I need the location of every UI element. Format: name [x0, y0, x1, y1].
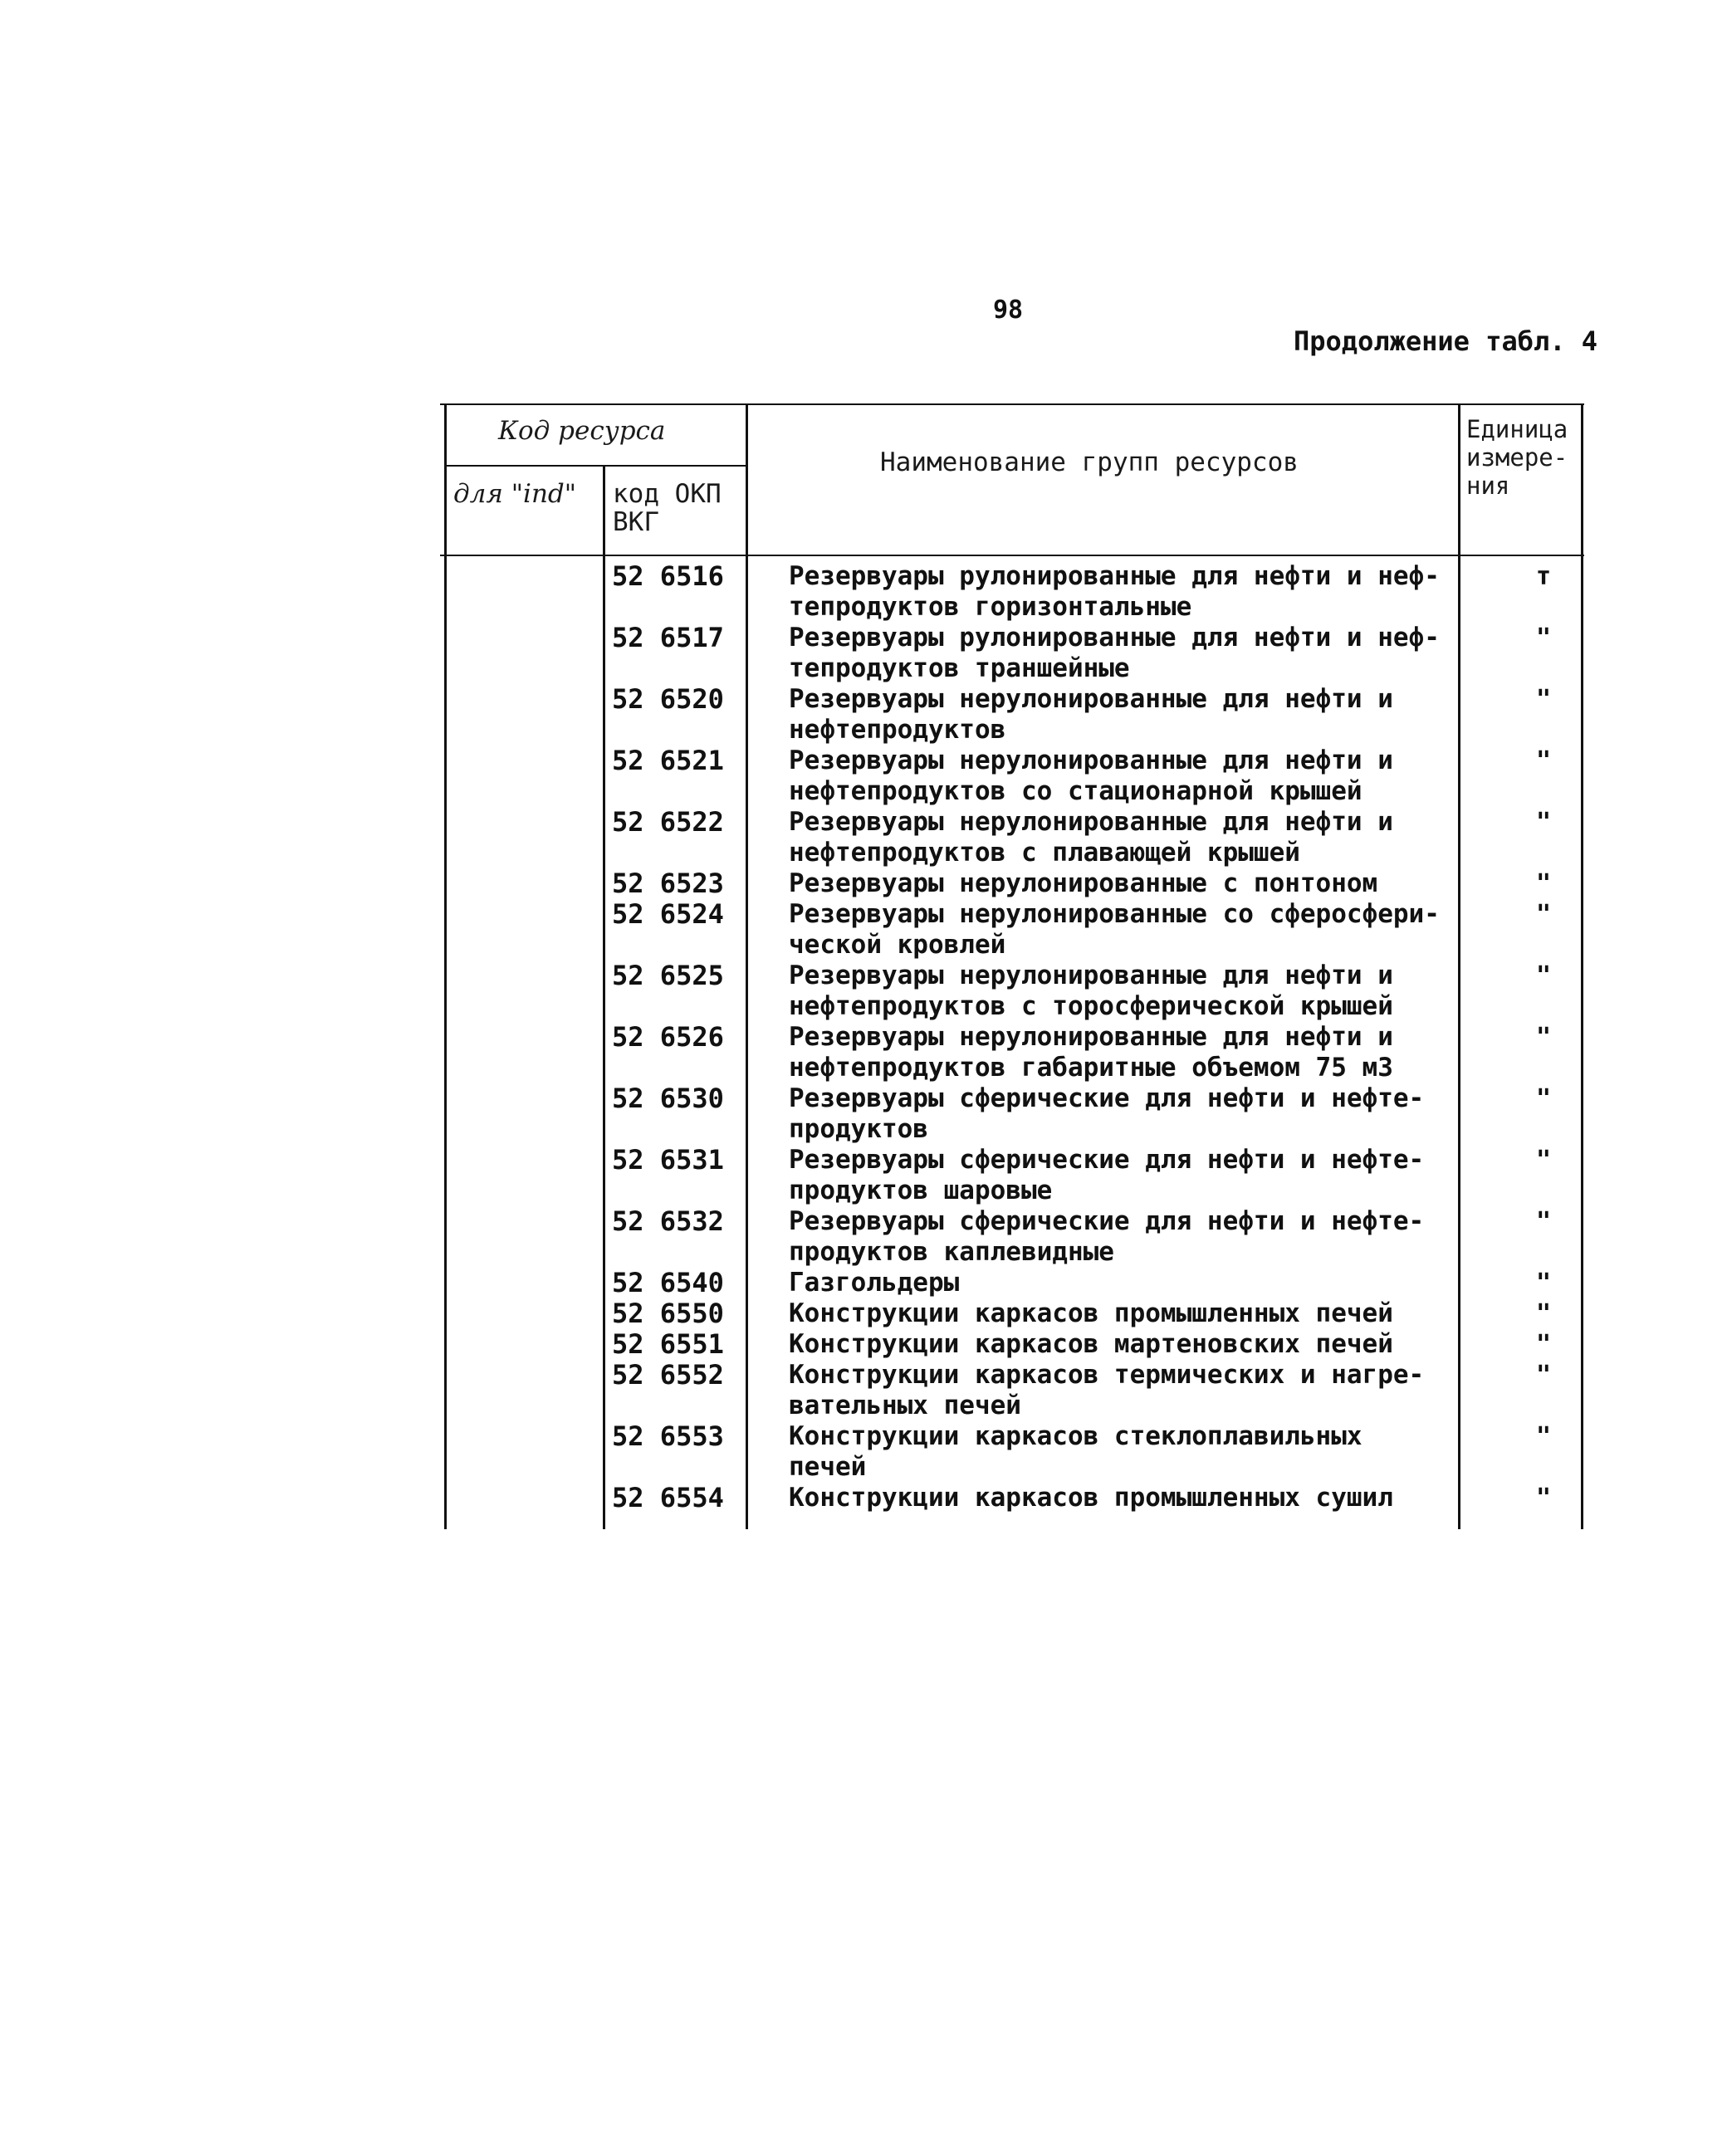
- unit-cell: ": [1535, 1084, 1552, 1113]
- unit-cell: т: [1535, 562, 1552, 591]
- group-name-line: Газгольдеры: [789, 1268, 960, 1298]
- group-name-cell: [789, 807, 1503, 868]
- header-unit-line2: измере-: [1466, 443, 1568, 472]
- group-name-line: Резервуары нерулонированные для нефти и: [789, 1022, 1393, 1052]
- header-for-ind: для "ind": [453, 479, 577, 509]
- header-bottom-rule: [440, 555, 1584, 556]
- group-name-line: Конструкции каркасов стеклоплавильных: [789, 1421, 1363, 1451]
- okp-code-cell: 52 6552: [612, 1359, 724, 1391]
- header-okp-code-line2: ВКГ: [613, 507, 659, 537]
- unit-cell: ": [1535, 1422, 1552, 1451]
- group-name-line: продуктов каплевидные: [789, 1237, 1114, 1267]
- unit-cell: ": [1535, 1484, 1552, 1513]
- group-name-cell: [789, 1421, 1503, 1483]
- header-okp-code-line1: код ОКП: [613, 479, 722, 509]
- okp-code-cell: 52 6521: [612, 745, 724, 776]
- header-unit-line3: ния: [1466, 472, 1510, 500]
- okp-code-cell: 52 6522: [612, 806, 724, 838]
- group-name-line: нефтепродуктов с торосферической крышей: [789, 991, 1393, 1021]
- header-resource-code: Код ресурса: [498, 416, 666, 446]
- group-name-line: Резервуары сферические для нефти и нефте-: [789, 1145, 1425, 1175]
- unit-cell: ": [1535, 808, 1552, 837]
- okp-code-cell: 52 6517: [612, 622, 724, 653]
- unit-cell: ": [1535, 1146, 1552, 1175]
- header-group-name: Наименование групп ресурсов: [880, 447, 1299, 477]
- unit-cell: ": [1535, 685, 1552, 714]
- group-name-cell: [789, 746, 1503, 807]
- unit-cell: ": [1535, 746, 1552, 775]
- okp-code-cell: 52 6525: [612, 960, 724, 991]
- group-name-line: Резервуары нерулонированные для нефти и: [789, 961, 1393, 990]
- group-name-line: Резервуары рулонированные для нефти и неф-: [789, 623, 1440, 653]
- group-name-line: печей: [789, 1452, 867, 1482]
- okp-code-cell: 52 6553: [612, 1420, 724, 1452]
- group-name-line: Конструкции каркасов мартеновских печей: [789, 1329, 1393, 1359]
- group-name-line: тепродуктов горизонтальные: [789, 592, 1192, 622]
- page-number: 98: [993, 296, 1024, 325]
- group-name-line: нефтепродуктов со стационарной крышей: [789, 776, 1363, 806]
- group-name-line: продуктов: [789, 1114, 928, 1144]
- group-name-line: нефтепродуктов с плавающей крышей: [789, 838, 1300, 868]
- group-name-line: Резервуары нерулонированные со сферосфери-: [789, 899, 1440, 929]
- okp-code-cell: 52 6524: [612, 898, 724, 930]
- okp-code-cell: 52 6516: [612, 560, 724, 592]
- group-name-cell: [789, 1483, 1503, 1513]
- table-left-border: [444, 403, 447, 1529]
- group-name-cell: [789, 1206, 1503, 1268]
- group-name-line: нефтепродуктов габаритные объемом 75 м3: [789, 1053, 1393, 1083]
- resource-table: [440, 400, 1584, 1529]
- group-name-cell: [789, 1360, 1503, 1421]
- group-name-line: Конструкции каркасов промышленных печей: [789, 1298, 1393, 1328]
- group-name-cell: [789, 1298, 1503, 1329]
- group-name-line: тепродуктов траншейные: [789, 653, 1130, 683]
- unit-cell: ": [1535, 623, 1552, 653]
- header-subdivider: [444, 465, 746, 467]
- unit-cell: ": [1535, 1269, 1552, 1298]
- header-unit-line1: Единица: [1466, 415, 1568, 443]
- group-name-cell: [789, 561, 1503, 623]
- okp-code-cell: 52 6551: [612, 1328, 724, 1360]
- group-name-line: Резервуары нерулонированные для нефти и: [789, 684, 1393, 714]
- group-name-line: Резервуары сферические для нефти и нефте-: [789, 1083, 1425, 1113]
- group-name-line: Конструкции каркасов промышленных сушил: [789, 1483, 1393, 1513]
- group-name-line: Резервуары сферические для нефти и нефте-: [789, 1206, 1425, 1236]
- group-name-line: Резервуары рулонированные для нефти и неф-: [789, 561, 1440, 591]
- okp-code-cell: 52 6531: [612, 1144, 724, 1176]
- column-divider-ind-okp: [603, 467, 605, 1529]
- group-name-line: Конструкции каркасов термических и нагре-: [789, 1360, 1425, 1390]
- group-name-cell: [789, 868, 1503, 899]
- okp-code-cell: 52 6532: [612, 1205, 724, 1237]
- group-name-cell: [789, 1022, 1503, 1083]
- group-name-cell: [789, 1083, 1503, 1145]
- okp-code-cell: 52 6554: [612, 1482, 724, 1513]
- header-unit: [1466, 415, 1568, 500]
- okp-code-cell: 52 6530: [612, 1083, 724, 1114]
- group-name-line: ческой кровлей: [789, 930, 1006, 960]
- header-okp-code: [613, 480, 722, 536]
- column-divider-code-name: [746, 403, 748, 1529]
- unit-cell: ": [1535, 1361, 1552, 1390]
- okp-code-cell: 52 6523: [612, 868, 724, 899]
- group-name-line: нефтепродуктов: [789, 715, 1006, 745]
- table-continuation-label: Продолжение табл. 4: [1294, 325, 1598, 357]
- group-name-line: Резервуары нерулонированные для нефти и: [789, 746, 1393, 775]
- group-name-cell: [789, 623, 1503, 684]
- unit-cell: ": [1535, 869, 1552, 898]
- group-name-line: Резервуары нерулонированные с понтоном: [789, 868, 1378, 898]
- group-name-cell: [789, 1145, 1503, 1206]
- group-name-line: вательных печей: [789, 1391, 1021, 1420]
- group-name-line: Резервуары нерулонированные для нефти и: [789, 807, 1393, 837]
- unit-cell: ": [1535, 1299, 1552, 1328]
- unit-cell: ": [1535, 961, 1552, 990]
- group-name-line: продуктов шаровые: [789, 1176, 1053, 1205]
- unit-cell: ": [1535, 1330, 1552, 1359]
- unit-cell: ": [1535, 1023, 1552, 1052]
- unit-cell: ": [1535, 1207, 1552, 1236]
- okp-code-cell: 52 6526: [612, 1021, 724, 1053]
- okp-code-cell: 52 6520: [612, 683, 724, 715]
- table-top-rule: [440, 403, 1584, 405]
- group-name-cell: [789, 684, 1503, 746]
- group-name-cell: [789, 1329, 1503, 1360]
- group-name-cell: [789, 1268, 1503, 1298]
- group-name-cell: [789, 899, 1503, 961]
- okp-code-cell: 52 6540: [612, 1267, 724, 1298]
- okp-code-cell: 52 6550: [612, 1298, 724, 1329]
- group-name-cell: [789, 961, 1503, 1022]
- unit-cell: ": [1535, 900, 1552, 929]
